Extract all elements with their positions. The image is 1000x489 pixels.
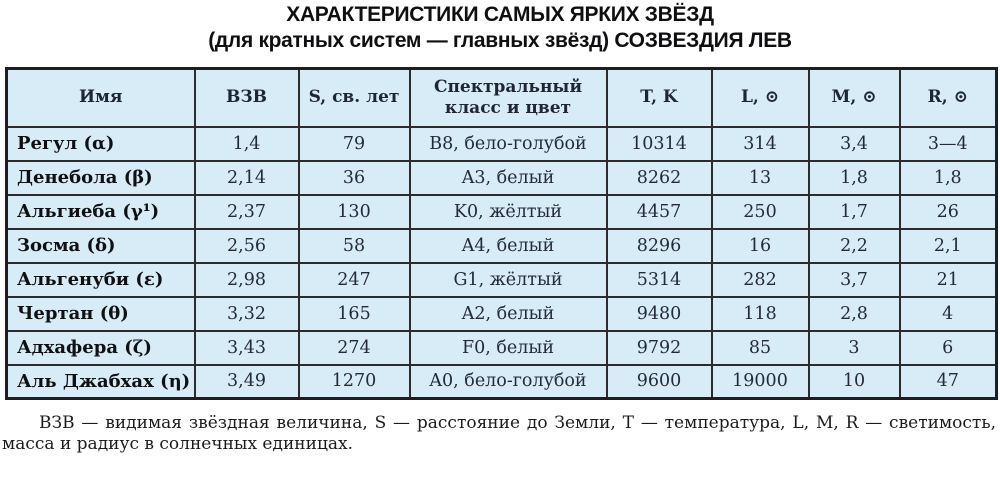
value-cell: 314 [712,127,809,161]
table-row [7,365,997,399]
value-cell: 6 [900,331,997,365]
table-row [7,297,997,331]
value-cell: G1, жёлтый [410,263,607,297]
value-cell: 2,98 [195,263,299,297]
value-cell: 2,37 [195,195,299,229]
star-name-cell: Зосма (δ) [7,229,195,263]
value-cell: 21 [900,263,997,297]
star-name-cell: Аль Джабхах (η) [7,365,195,399]
value-cell: 79 [299,127,410,161]
value-cell: 8262 [607,161,712,195]
star-name-cell: Альгиеба (γ¹) [7,195,195,229]
value-cell: F0, белый [410,331,607,365]
value-cell: 165 [299,297,410,331]
value-cell: 2,56 [195,229,299,263]
value-cell: 1,8 [809,161,900,195]
value-cell: 4457 [607,195,712,229]
value-cell: 3,49 [195,365,299,399]
value-cell: 19000 [712,365,809,399]
value-cell: 58 [299,229,410,263]
title-line-2: (для кратных систем — главных звёзд) СОЗВЕЗДИЯ ЛЕВ [208,29,792,52]
value-cell: 8296 [607,229,712,263]
value-cell: 13 [712,161,809,195]
value-cell: 9792 [607,331,712,365]
value-cell: 250 [712,195,809,229]
value-cell: 26 [900,195,997,229]
col-header-mass: M, ⊙ [809,69,900,127]
value-cell: 274 [299,331,410,365]
table-row [7,229,997,263]
col-header-spectral: Спектральный класс и цвет [410,69,607,127]
value-cell: 3,7 [809,263,900,297]
value-cell: 2,2 [809,229,900,263]
value-cell: 282 [712,263,809,297]
value-cell: A3, белый [410,161,607,195]
value-cell: 4 [900,297,997,331]
value-cell: A0, бело-голубой [410,365,607,399]
col-header-radius: R, ⊙ [900,69,997,127]
value-cell: B8, бело-голубой [410,127,607,161]
value-cell: 3 [809,331,900,365]
star-name-cell: Регул (α) [7,127,195,161]
value-cell: 10 [809,365,900,399]
value-cell: 47 [900,365,997,399]
col-header-temperature: T, K [607,69,712,127]
value-cell: 3,32 [195,297,299,331]
value-cell: 3,4 [809,127,900,161]
value-cell: 9480 [607,297,712,331]
value-cell: 2,8 [809,297,900,331]
table-row [7,161,997,195]
value-cell: 1270 [299,365,410,399]
table-row [7,127,997,161]
value-cell: A4, белый [410,229,607,263]
star-name-cell: Альгенуби (ε) [7,263,195,297]
star-name-cell: Денебола (β) [7,161,195,195]
header-row [7,69,997,127]
stars-table [5,67,998,400]
value-cell: 3,43 [195,331,299,365]
value-cell: 247 [299,263,410,297]
value-cell: 1,4 [195,127,299,161]
value-cell: A2, белый [410,297,607,331]
col-header-name: Имя [7,69,195,127]
value-cell: 36 [299,161,410,195]
table-row [7,263,997,297]
star-name-cell: Адхафера (ζ) [7,331,195,365]
value-cell: 130 [299,195,410,229]
value-cell: 3—4 [900,127,997,161]
col-header-luminosity: L, ⊙ [712,69,809,127]
value-cell: 118 [712,297,809,331]
page-title [0,2,1000,54]
value-cell: 1,7 [809,195,900,229]
value-cell: 16 [712,229,809,263]
table-row [7,195,997,229]
value-cell: 9600 [607,365,712,399]
footnote: ВЗВ — видимая звёздная величина, S — расстояние до Земли, T — температура, L, M, R — светимость, масса и радиус в солнечных единицах. [2,413,996,454]
value-cell: K0, жёлтый [410,195,607,229]
value-cell: 2,1 [900,229,997,263]
value-cell: 2,14 [195,161,299,195]
value-cell: 85 [712,331,809,365]
col-header-vzv: ВЗВ [195,69,299,127]
value-cell: 1,8 [900,161,997,195]
value-cell: 5314 [607,263,712,297]
col-header-distance: S, св. лет [299,69,410,127]
star-name-cell: Чертан (θ) [7,297,195,331]
title-line-1: ХАРАКТЕРИСТИКИ САМЫХ ЯРКИХ ЗВЁЗД [286,3,714,26]
table-row [7,331,997,365]
value-cell: 10314 [607,127,712,161]
